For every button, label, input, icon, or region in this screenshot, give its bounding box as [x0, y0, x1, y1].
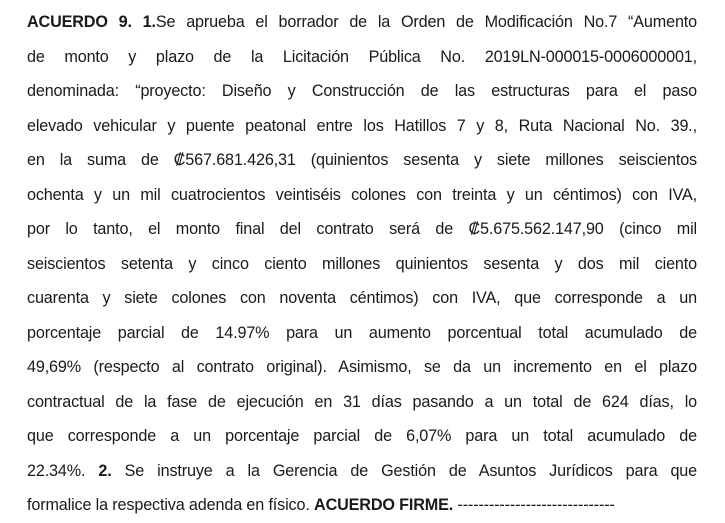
doc-line-10: porcentaje parcial de 14.97% para un aumento porcentual total acumulado de: [27, 323, 697, 342]
line-text: formalice la respectiva adenda en físico.: [27, 496, 315, 514]
doc-line-9: cuarenta y siete colones con noventa céntimos) con IVA, que corresponde a un: [27, 289, 697, 307]
line-text: 22.34%.: [27, 461, 99, 480]
doc-line-13: que corresponde a un porcentaje parcial de 6,07% para un total acumulado de: [27, 427, 697, 445]
doc-line-12: contractual de la fase de ejecución en 31 días pasando a un total de 624 días, lo: [27, 392, 697, 411]
doc-line-15: [27, 488, 697, 523]
doc-line-7: por lo tanto, el monto final del contrato será de ₡5.675.562.147,90 (cinco mil: [27, 220, 697, 238]
item-2-label: 2.: [98, 461, 112, 480]
doc-line-11: 49,69% (respecto al contrato original). Asimismo, se da un incremento en el plazo: [27, 358, 697, 376]
doc-line-2: de monto y plazo de la Licitación Pública No. 2019LN-000015-0006000001,: [27, 47, 697, 66]
doc-line-5: en la suma de ₡567.681.426,31 (quinientos sesenta y siete millones seiscientos: [27, 151, 697, 169]
line-text: Se instruye a la Gerencia de Gestión de Asuntos Jurídicos para que: [111, 461, 698, 480]
agreement-heading: ACUERDO 9. 1.: [27, 13, 156, 31]
agreement-document: [27, 5, 697, 523]
line-text: Se aprueba el borrador de la Orden de Modificación No.7 “Aumento: [155, 13, 698, 31]
doc-line-3: denominada: “proyecto: Diseño y Construcción de las estructuras para el paso: [27, 82, 697, 100]
doc-line-6: ochenta y un mil cuatrocientos veintiséis colones con treinta y un céntimos) con IVA,: [27, 185, 697, 204]
firm-agreement-label: ACUERDO FIRME.: [314, 496, 454, 514]
doc-line-1: [27, 5, 697, 40]
doc-line-4: elevado vehicular y puente peatonal entre los Hatillos 7 y 8, Ruta Nacional No. 39.,: [27, 116, 697, 135]
doc-line-8: seiscientos setenta y cinco ciento millones quinientos sesenta y dos mil ciento: [27, 254, 697, 273]
doc-line-14: [27, 454, 697, 489]
trailing-dashes: ------------------------------: [453, 496, 615, 514]
